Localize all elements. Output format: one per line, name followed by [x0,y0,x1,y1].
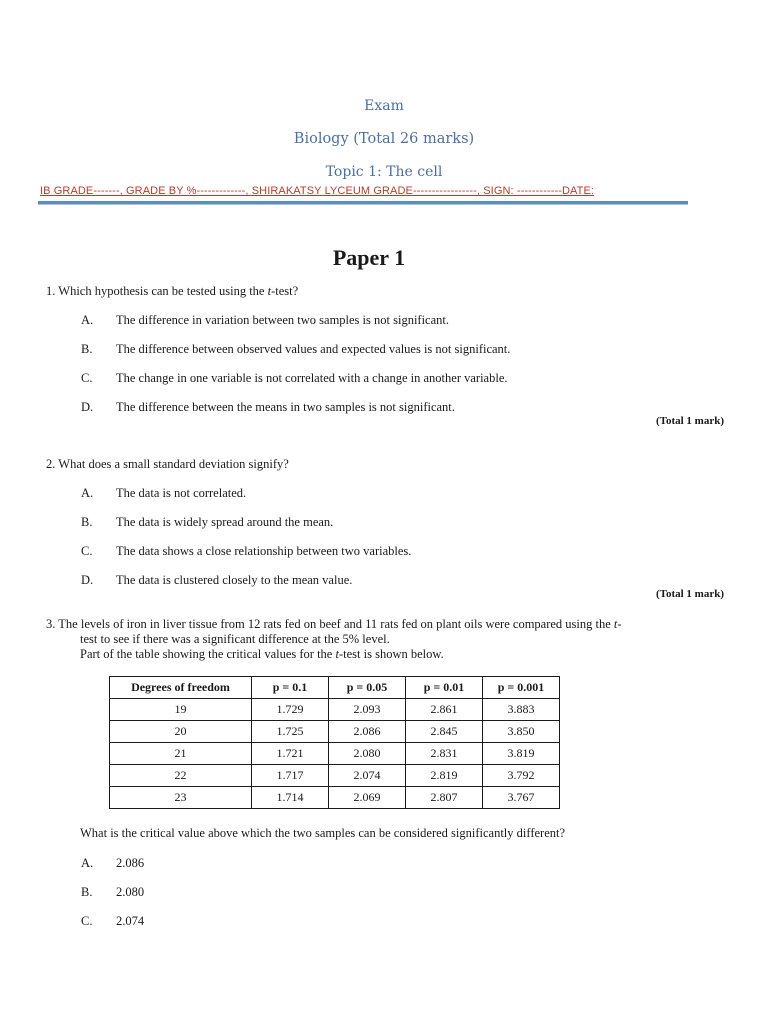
stem-italic: t [335,647,339,661]
table-cell: 1.717 [252,765,329,787]
table-row [110,721,560,743]
question-number: 3. [46,617,56,631]
column-header: p = 0.001 [483,677,560,699]
stem-text: -test? [271,284,299,298]
critical-values-table [109,676,560,809]
table-row [110,765,560,787]
column-header: p = 0.05 [329,677,406,699]
table-cell: 2.080 [329,743,406,765]
table-cell: 3.767 [483,787,560,809]
question-1-stem [46,284,298,299]
stem-line [46,647,706,662]
option-text: The data is widely spread around the mean. [116,515,334,529]
question-number: 1. [46,284,56,298]
table-cell: 2.093 [329,699,406,721]
stem-text: What does a small standard deviation signify? [58,457,289,471]
table-cell: 2.074 [329,765,406,787]
stem-text: Which hypothesis can be tested using the [58,284,268,298]
question-number: 2. [46,457,56,471]
option-letter: B. [81,342,93,356]
table-cell: 3.850 [483,721,560,743]
table-row [110,787,560,809]
column-header: p = 0.1 [252,677,329,699]
column-header: Degrees of freedom [110,677,252,699]
option-text: The difference in variation between two samples is not significant. [116,313,450,327]
table-cell: 3.883 [483,699,560,721]
table-cell: 23 [110,787,252,809]
stem-text: -test is shown below. [338,647,444,661]
grade-line: IB GRADE-------, GRADE BY %-------------, SHIRAKATSY LYCEUM GRADE-----------------, SIGN: ------------DATE: [40,185,595,197]
table-row [110,743,560,765]
option-letter: A. [81,486,94,500]
exam-label: Exam [364,98,404,114]
column-header: p = 0.01 [406,677,483,699]
option-text: The difference between the means in two samples is not significant. [116,400,455,414]
stem-italic: t [613,617,618,631]
option-text: 2.086 [116,856,145,870]
table-cell: 21 [110,743,252,765]
table-cell: 3.819 [483,743,560,765]
table-cell: 3.792 [483,765,560,787]
option-text: The data shows a close relationship between two variables. [116,544,412,558]
stem-italic: t [267,284,272,298]
question-3-subquestion: What is the critical value above which the two samples can be considered significantly different? [80,826,566,840]
option-letter: D. [81,573,94,587]
stem-line: test to see if there was a significant difference at the 5% level. [80,632,390,646]
option-text: The change in one variable is not correlated with a change in another variable. [116,371,508,385]
option-text: 2.074 [116,914,145,928]
header-divider [38,201,688,205]
option-letter: D. [81,400,94,414]
table-cell: 2.069 [329,787,406,809]
table-row [110,699,560,721]
table-cell: 2.831 [406,743,483,765]
option-letter: C. [81,914,93,928]
page-title: Paper 1 [332,245,406,270]
table-cell: 1.721 [252,743,329,765]
table-cell: 2.807 [406,787,483,809]
topic-title: Topic 1: The cell [325,164,443,180]
stem-text: The levels of iron in liver tissue from 12 rats fed on beef and 11 rats fed on plant oils were compared using the [58,617,614,631]
option-letter: B. [81,515,93,529]
option-letter: A. [81,856,94,870]
table-cell: 1.729 [252,699,329,721]
option-letter: A. [81,313,94,327]
option-text: 2.080 [116,885,145,899]
stem-text: - [617,617,622,631]
question-3-stem [46,617,706,662]
total-marks: (Total 1 mark) [655,415,724,427]
table-cell: 20 [110,721,252,743]
stem-text: Part of the table showing the critical values for the [80,647,336,661]
table-cell: 2.819 [406,765,483,787]
option-text: The difference between observed values and expected values is not significant. [116,342,511,356]
table-cell: 1.725 [252,721,329,743]
stem-line [46,617,706,632]
table-cell: 2.845 [406,721,483,743]
option-letter: B. [81,885,93,899]
question-2-stem [46,457,289,472]
option-text: The data is clustered closely to the mean value. [116,573,353,587]
table-cell: 2.086 [329,721,406,743]
table-cell: 19 [110,699,252,721]
table-cell: 2.861 [406,699,483,721]
option-letter: C. [81,371,93,385]
table-cell: 22 [110,765,252,787]
table-header-row [110,677,560,699]
table-cell: 1.714 [252,787,329,809]
option-text: The data is not correlated. [116,486,247,500]
option-letter: C. [81,544,93,558]
subject-title: Biology (Total 26 marks) [293,131,475,147]
total-marks: (Total 1 mark) [655,588,724,600]
